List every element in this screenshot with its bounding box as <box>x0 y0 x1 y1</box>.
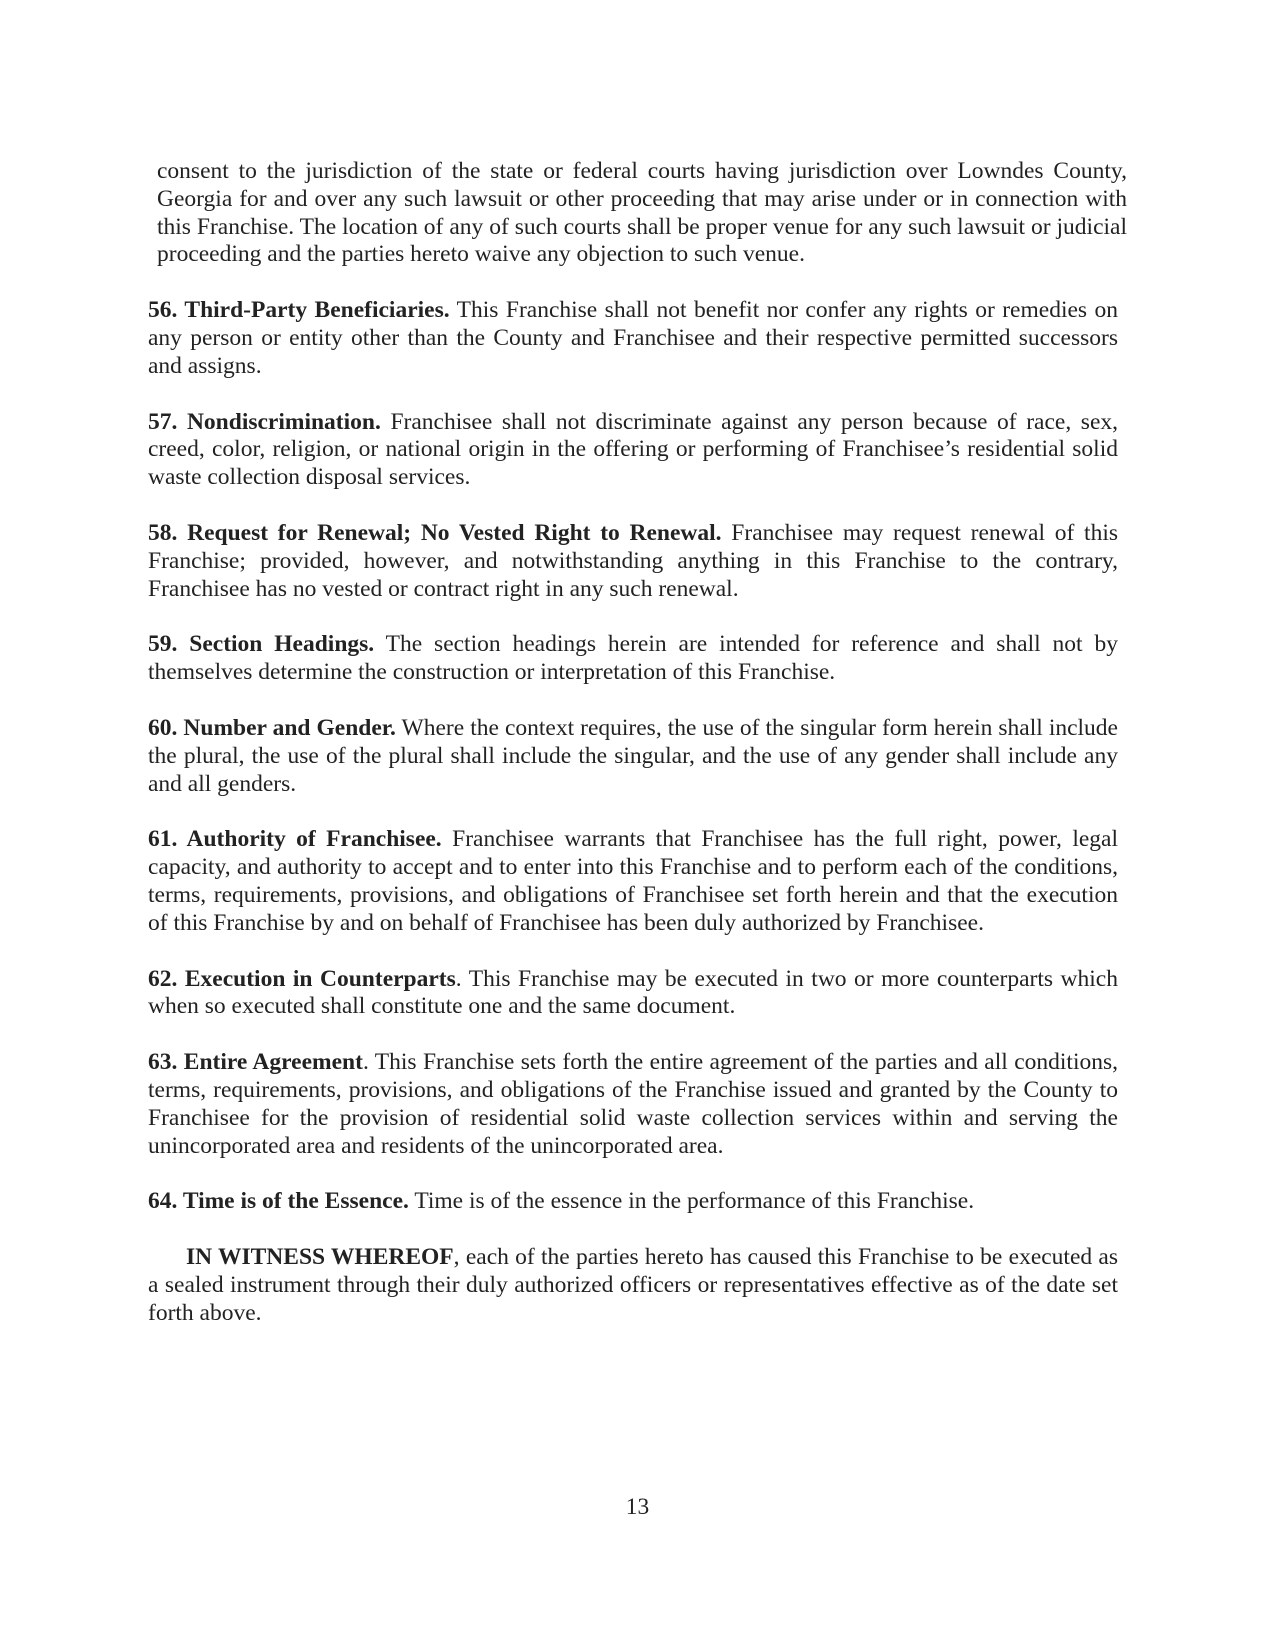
section-62-body: . This Franchise may be executed in two or more counterparts which when so executed shall constitute one and the same document. <box>148 965 1118 1020</box>
witness-paragraph <box>148 1244 1118 1327</box>
intro-paragraph: consent to the jurisdiction of the state or federal courts having jurisdiction over Lowndes County, Georgia for and over any such lawsuit or other proceeding that may arise under or in connection with this Franchise. The location of any of such courts shall be proper venue for any such lawsuit or judicial proceeding and the parties hereto waive any objection to such venue. <box>157 158 1127 268</box>
section-61 <box>148 826 1118 937</box>
section-63 <box>148 1049 1118 1160</box>
section-61-body: Franchisee warrants that Franchisee has the full right, power, legal capacity, and authority to accept and to enter into this Franchise and to perform each of the conditions, terms, requirements, provisions, and obligations of Franchisee set forth herein and that the execution of this Franchise by and on behalf of Franchisee has been duly authorized by Franchisee. <box>148 826 1118 936</box>
section-56 <box>148 297 1118 380</box>
section-57-heading: 57. Nondiscrimination. <box>148 408 381 435</box>
section-62-heading: 62. Execution in Counterparts <box>148 965 456 992</box>
section-60-heading: 60. Number and Gender. <box>148 714 396 741</box>
section-58 <box>148 520 1118 603</box>
section-60 <box>148 715 1118 798</box>
document-page <box>148 158 1127 1356</box>
section-61-heading: 61. Authority of Franchisee. <box>148 826 442 853</box>
section-59-heading: 59. Section Headings. <box>148 631 375 658</box>
section-56-body: This Franchise shall not benefit nor confer any rights or remedies on any person or entity other than the County and Franchisee and their respective permitted successors and assigns. <box>148 297 1118 379</box>
section-60-body: Where the context requires, the use of the singular form herein shall include the plural, the use of the plural shall include the singular, and the use of any gender shall include any and all genders. <box>148 714 1118 797</box>
witness-heading: IN WITNESS WHEREOF <box>186 1244 454 1271</box>
section-62 <box>148 966 1118 1022</box>
section-58-body: Franchisee may request renewal of this Franchise; provided, however, and notwithstanding anything in this Franchise to the contrary, Franchisee has no vested or contract right in any such renewal. <box>148 519 1118 602</box>
section-56-heading: 56. Third-Party Beneficiaries. <box>148 297 450 324</box>
section-57-body: Franchisee shall not discriminate against any person because of race, sex, creed, color, religion, or national origin in the offering or performing of Franchisee’s residential solid waste collection disposal services. <box>148 408 1118 491</box>
section-64-heading: 64. Time is of the Essence. <box>148 1188 409 1215</box>
section-64 <box>148 1188 1118 1216</box>
section-59 <box>148 631 1118 687</box>
section-59-body: The section headings herein are intended for reference and shall not by themselves determine the construction or interpretation of this Franchise. <box>148 631 1118 686</box>
witness-body: , each of the parties hereto has caused this Franchise to be executed as a sealed instrument through their duly authorized officers or representatives effective as of the date set forth above. <box>148 1244 1118 1326</box>
section-63-body: . This Franchise sets forth the entire agreement of the parties and all conditions, terms, requirements, provisions, and obligations of the Franchise issued and granted by the County to Franchisee for the provision of residential solid waste collection services within and serving the unincorporated area and residents of the unincorporated area. <box>148 1049 1118 1159</box>
section-64-body: Time is of the essence in the performance of this Franchise. <box>414 1188 975 1215</box>
section-58-heading: 58. Request for Renewal; No Vested Right to Renewal. <box>148 519 722 546</box>
section-57 <box>148 409 1118 492</box>
section-63-heading: 63. Entire Agreement <box>148 1049 363 1076</box>
page-number: 13 <box>625 1494 650 1520</box>
